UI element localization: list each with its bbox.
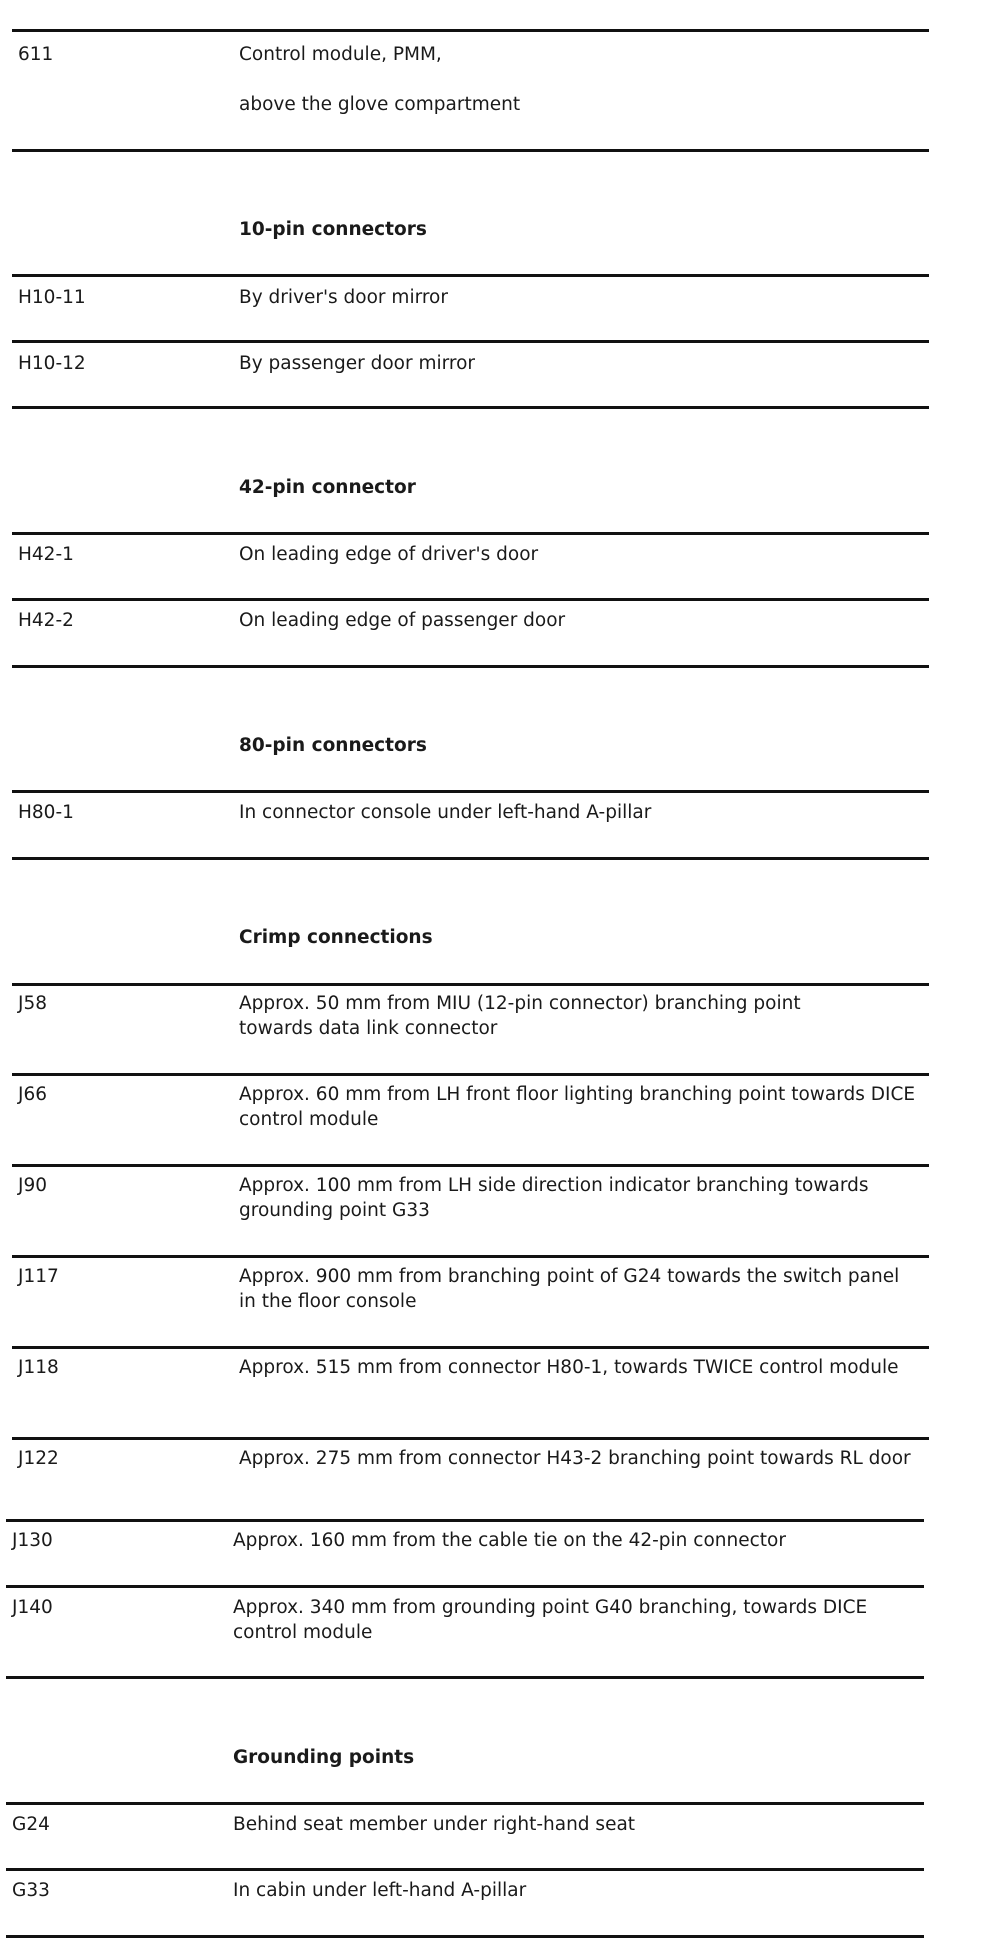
grounding-location: In cabin under left-hand A-pillar	[233, 1880, 527, 1901]
connector-location: In connector console under left-hand A-pillar	[239, 802, 652, 823]
table-rule	[6, 1519, 924, 1522]
table-rule	[12, 665, 929, 668]
crimp-code: J90	[18, 1175, 47, 1196]
connector-code: H42-1	[18, 544, 74, 565]
connector-location: By passenger door mirror	[239, 353, 476, 374]
table-rule	[12, 857, 929, 860]
table-rule	[6, 1676, 924, 1679]
component-description-line2: above the glove compartment	[239, 94, 521, 115]
crimp-location: Approx. 900 mm from branching point of G24 towards the switch panel in the floor console	[239, 1266, 900, 1313]
table-rule	[12, 1346, 929, 1349]
section-heading: Crimp connections	[239, 927, 433, 948]
crimp-location: Approx. 50 mm from MIU (12-pin connector) branching point towards data link connector	[239, 993, 801, 1040]
crimp-code: J66	[18, 1084, 47, 1105]
crimp-location: Approx. 340 mm from grounding point G40 branching, towards DICE control module	[233, 1597, 868, 1644]
table-rule	[12, 1164, 929, 1167]
table-rule	[12, 532, 929, 535]
connector-code: H80-1	[18, 802, 74, 823]
connector-code: H10-11	[18, 287, 86, 308]
section-heading: Grounding points	[233, 1747, 415, 1768]
crimp-location: Approx. 60 mm from LH front floor lighting branching point towards DICE control module	[239, 1084, 916, 1131]
connector-location: On leading edge of driver's door	[239, 544, 539, 565]
table-rule	[12, 1437, 929, 1440]
table-rule	[12, 340, 929, 343]
table-rule	[12, 406, 929, 409]
crimp-code: J58	[18, 993, 47, 1014]
crimp-location: Approx. 160 mm from the cable tie on the 42-pin connector	[233, 1530, 786, 1551]
crimp-location: Approx. 275 mm from connector H43-2 branching point towards RL door	[239, 1448, 911, 1469]
grounding-code: G24	[12, 1814, 50, 1835]
grounding-location: Behind seat member under right-hand seat	[233, 1814, 636, 1835]
table-rule	[12, 274, 929, 277]
table-rule	[12, 1255, 929, 1258]
crimp-code: J122	[18, 1448, 59, 1469]
section-heading: 80-pin connectors	[239, 735, 427, 756]
table-rule	[6, 1585, 924, 1588]
table-rule	[12, 1073, 929, 1076]
table-rule	[12, 790, 929, 793]
connector-location: On leading edge of passenger door	[239, 610, 566, 631]
crimp-location: Approx. 100 mm from LH side direction indicator branching towards grounding point G33	[239, 1175, 869, 1222]
component-code: 611	[18, 44, 54, 65]
connector-code: H42-2	[18, 610, 74, 631]
connector-code: H10-12	[18, 353, 86, 374]
section-heading: 42-pin connector	[239, 477, 416, 498]
crimp-code: J140	[12, 1597, 53, 1618]
section-heading: 10-pin connectors	[239, 219, 427, 240]
table-rule	[12, 149, 929, 152]
table-rule	[12, 29, 929, 32]
grounding-code: G33	[12, 1880, 50, 1901]
table-rule	[12, 598, 929, 601]
crimp-code: J130	[12, 1530, 53, 1551]
component-description: Control module, PMM,	[239, 44, 442, 65]
table-rule	[6, 1802, 924, 1805]
connector-location: By driver's door mirror	[239, 287, 448, 308]
crimp-code: J118	[18, 1357, 59, 1378]
table-rule	[6, 1935, 924, 1938]
table-rule	[6, 1868, 924, 1871]
crimp-code: J117	[18, 1266, 59, 1287]
table-rule	[12, 983, 929, 986]
crimp-location: Approx. 515 mm from connector H80-1, towards TWICE control module	[239, 1357, 899, 1378]
